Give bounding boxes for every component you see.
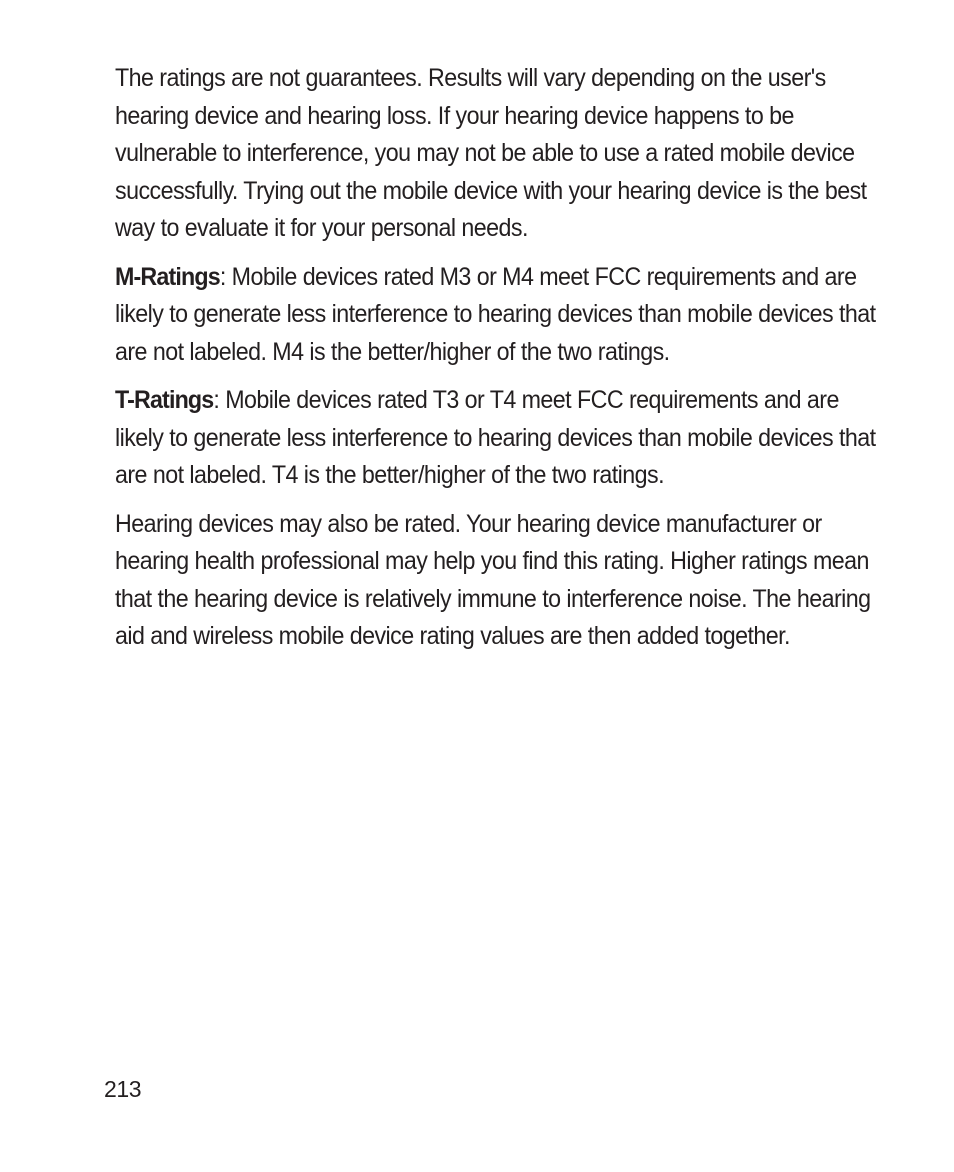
term-t-ratings: T-Ratings [115, 386, 214, 414]
paragraph-text: : Mobile devices rated T3 or T4 meet FCC requirements and are likely to generate less interference to hearing devices than mobile devices that are not labeled. T4 is the better/higher of the two ratings. [115, 386, 876, 489]
paragraph-text: The ratings are not guarantees. Results will vary depending on the user's hearing device and hearing loss. If your hearing device happens to be vulnerable to interference, you may not be able to use a rated mobile device successfully. Trying out the mobile device with your hearing device is the best way to evaluate it for your personal needs. [115, 64, 867, 242]
page-body [115, 60, 885, 667]
paragraph-text: Hearing devices may also be rated. Your hearing device manufacturer or hearing health professional may help you find this rating. Higher ratings mean that the hearing device is relatively immune to interference noise. The hearing aid and wireless mobile device rating values are then added together. [115, 509, 871, 650]
paragraph-t-ratings [115, 382, 885, 495]
paragraph-hearing-devices-rated [115, 506, 885, 656]
term-m-ratings: M-Ratings [115, 262, 220, 291]
page-number: 213 [104, 1076, 142, 1102]
paragraph-text: : Mobile devices rated M3 or M4 meet FCC requirements and are likely to generate less interference to hearing devices than mobile devices that are not labeled. M4 is the better/higher of the two ratings. [115, 262, 876, 366]
paragraph-m-ratings [115, 259, 885, 372]
paragraph-ratings-not-guarantees [115, 60, 885, 248]
